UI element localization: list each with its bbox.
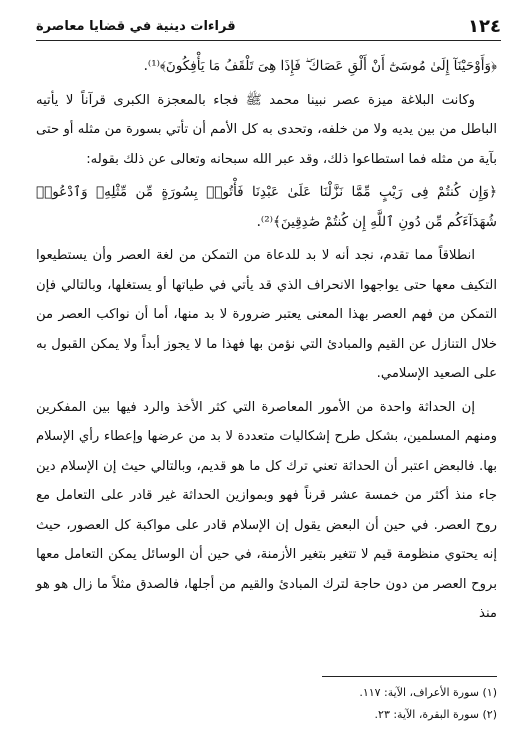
page-header <box>36 14 501 38</box>
paragraph-2: انطلاقاً مما تقدم، نجد أنه لا بد للدعاة من التمكن من لغة العصر وأن يستطيعوا التكيف معها حتى يواجهوا الانحراف الذي قد يأتي في طياتها أو يستغلها، وبالتالي فإن التمكن من فهم العصر بهذا المعنى يعتبر ضرورة لا بد منها، أما أن نواكب العصر من خلال التنازل عن القيم والمبادئ التي نؤمن بها فهذا ما لا يجوز أبداً ولا يمكن القبول به على الصعيد الإسلامي. <box>36 248 497 381</box>
header-rule <box>36 40 501 41</box>
page-number: ١٢٤ <box>468 15 501 37</box>
paragraph-1: وكانت البلاغة ميزة عصر نبينا محمد ﷺ فجاء بالمعجزة الكبرى قرآناً لا يأتيه الباطل من بين يديه ولا من خلفه، وتحدى به كل الأمم أن تأتي بسورة من مثله أو حتى بآية من مثله فما استطاعوا ذلك، وقد عبر الله سبحانه وتعالى عن ذلك بقوله: <box>36 92 497 167</box>
footnote-1: (١) سورة الأعراف، الآية: ١١٧. <box>359 686 497 699</box>
footnote-rule <box>322 676 497 677</box>
footnote-2: (٢) سورة البقرة، الآية: ٢٣. <box>374 708 497 721</box>
footnotes <box>36 682 497 726</box>
quran-verse-1: ﴿وَأَوْحَيْنَآ إِلَىٰ مُوسَىٰٓ أَنْ أَلْقِ عَصَاكَ ۖ فَإِذَا هِىَ تَلْقَفُ مَا يَأْفِكُونَ﴾⁽¹⁾. <box>143 58 497 74</box>
quran-verse-2: ﴿وَإِن كُنتُمْ فِى رَيْبٍ مِّمَّا نَزَّلْنَا عَلَىٰ عَبْدِنَا فَأْتُوا۟ بِسُورَةٍ مِّن مِّثْلِهِۦ وَٱدْعُوا۟ شُهَدَآءَكُم مِّن دُونِ ٱللَّهِ إِن كُنتُمْ صَٰدِقِينَ﴾⁽²⁾. <box>36 184 497 230</box>
paragraph-3: إن الحداثة واحدة من الأمور المعاصرة التي كثر الأخذ والرد فيها بين المفكرين ومنهم المسلمين، بشكل طرح إشكاليات متعددة لا بد من عرضها وإعطاء رأي الإسلام بها. فالبعض اعتبر أن الحداثة تعني ترك كل ما هو قديم، وبالتالي حيث إن الإسلام دين جاء منذ أكثر من خمسة عشر قرناً فهو وبموازين الحداثة غير قادر على التعامل مع روح العصر. في حين أن البعض يقول إن الإسلام قادر على مواكبة كل العصور، حيث إنه يحتوي منظومة قيم لا تتغير بتغير الأزمنة، في حين أن الوسائل يمكن التعامل معها بروح العصر من دون حاجة لترك المبادئ والقيم من أجلها، فالصدق مثلاً ما زال هو هو منذ <box>36 399 497 621</box>
running-title: قراءات دينية في قضايا معاصرة <box>36 18 236 34</box>
body-text <box>36 52 497 633</box>
